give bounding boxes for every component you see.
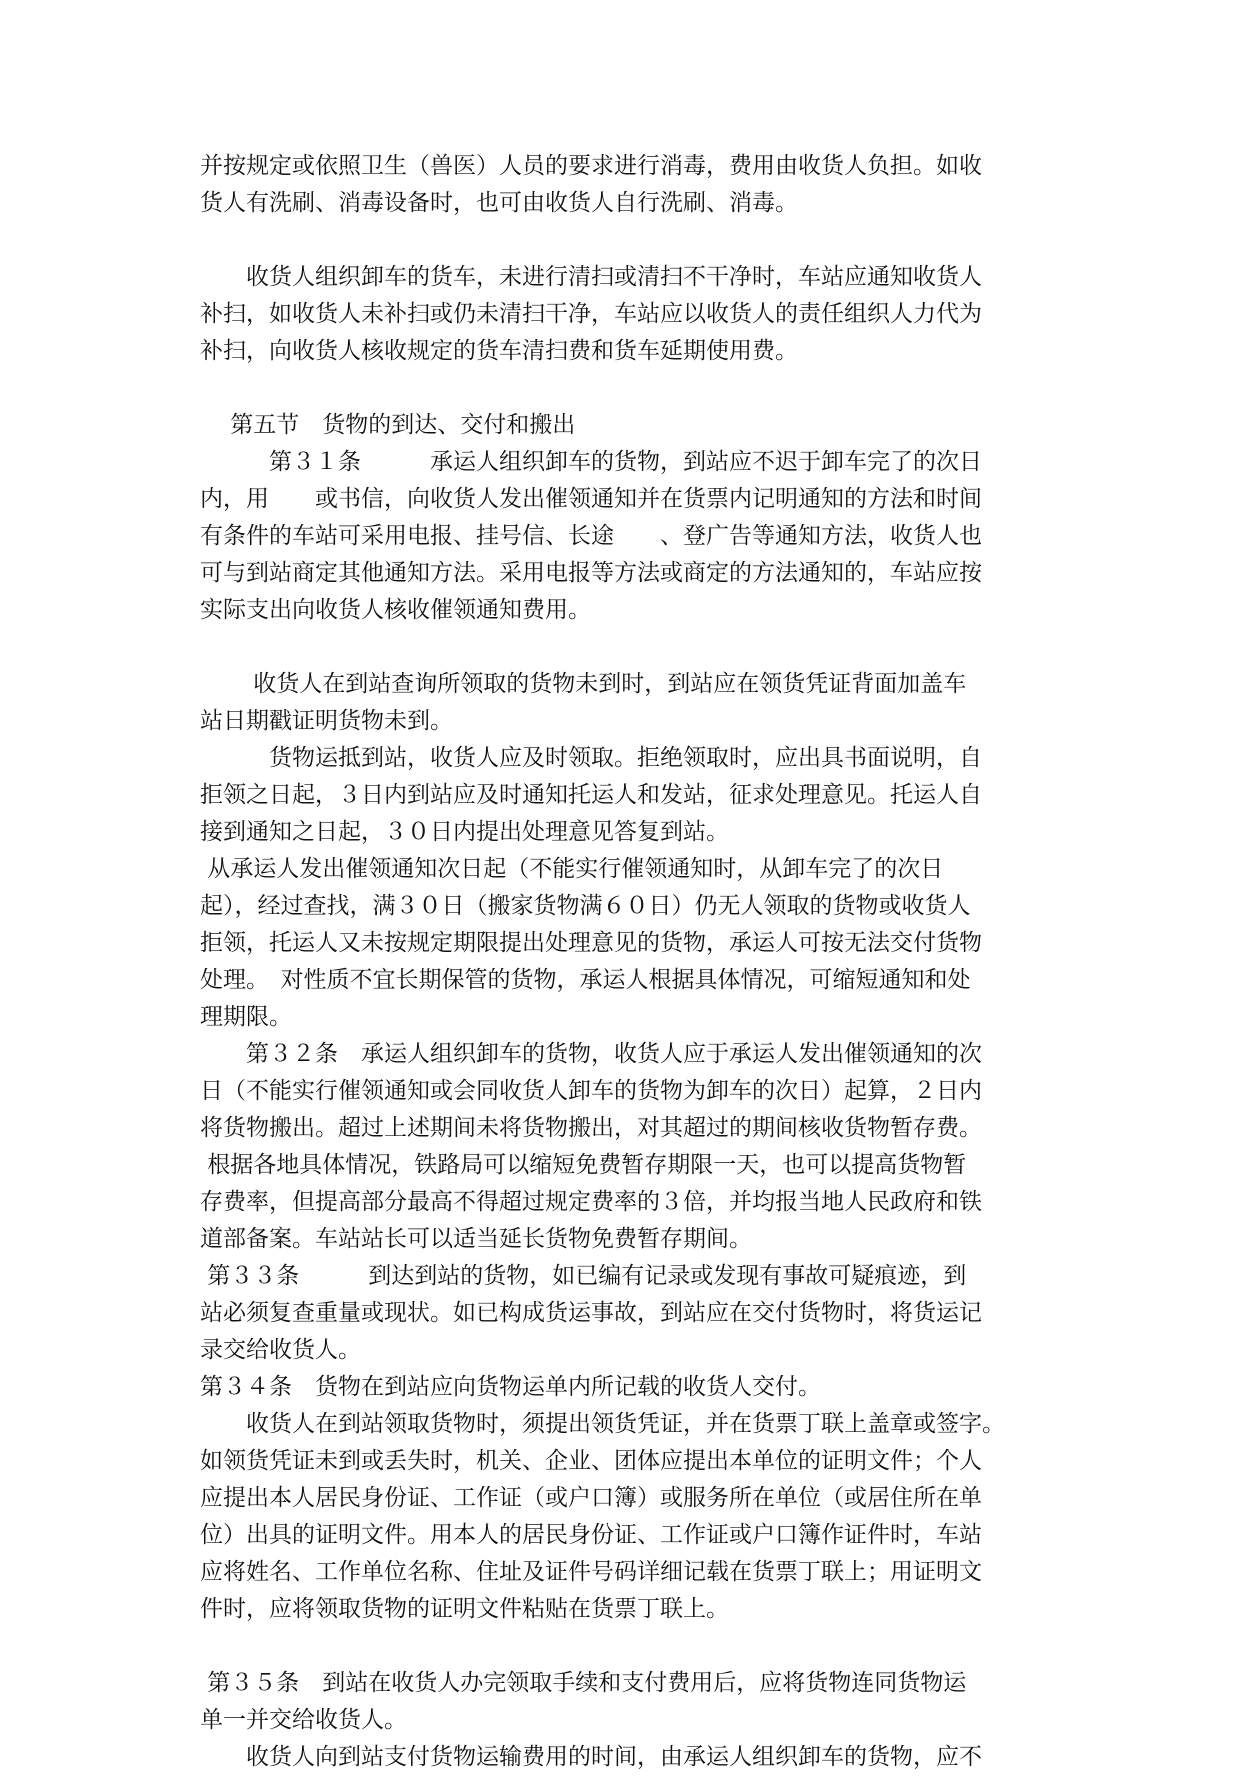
text-line: 货人有洗刷、消毒设备时，也可由收货人自行洗刷、消毒。	[200, 190, 798, 216]
text-line: 第３１条 承运人组织卸车的货物，到站应不迟于卸车完了的次日	[200, 449, 982, 475]
text-line: 将货物搬出。超过上述期间未将货物搬出，对其超过的期间核收货物暂存费。	[200, 1115, 982, 1141]
text-line: 从承运人发出催领通知次日起（不能实行催领通知时，从卸车完了的次日	[200, 856, 944, 882]
text-line: 补扫，向收货人核收规定的货车清扫费和货车延期使用费。	[200, 338, 798, 364]
text-line: 实际支出向收货人核收催领通知费用。	[200, 597, 591, 623]
text-line: 拒领，托运人又未按规定期限提出处理意见的货物，承运人可按无法交付货物	[200, 930, 982, 956]
text-line: 如领货凭证未到或丢失时，机关、企业、团体应提出本单位的证明文件；个人	[200, 1448, 982, 1474]
document-body	[200, 148, 1042, 1776]
text-line: 收货人组织卸车的货车，未进行清扫或清扫不干净时，车站应通知收货人	[200, 264, 982, 290]
text-line: 起），经过查找，满３０日（搬家货物满６０日）仍无人领取的货物或收货人	[200, 893, 971, 919]
text-line: 应将姓名、工作单位名称、住址及证件号码详细记载在货票丁联上；用证明文	[200, 1559, 982, 1585]
text-line: 单一并交给收货人。	[200, 1707, 407, 1733]
text-line: 货物运抵到站，收货人应及时领取。拒绝领取时，应出具书面说明，自	[200, 745, 982, 771]
text-line: 录交给收货人。	[200, 1337, 361, 1363]
text-line: 拒领之日起，３日内到站应及时通知托运人和发站，征求处理意见。托运人自	[200, 782, 982, 808]
paragraph-gap	[200, 629, 1042, 666]
text-line: 收货人在到站查询所领取的货物未到时，到站应在领货凭证背面加盖车	[200, 671, 967, 697]
text-line: 第３５条 到站在收货人办完领取手续和支付费用后，应将货物连同货物运	[200, 1670, 967, 1696]
text-line: 站日期戳证明货物未到。	[200, 708, 453, 734]
text-line: 可与到站商定其他通知方法。采用电报等方法或商定的方法通知的，车站应按	[200, 560, 982, 586]
text-line: 收货人向到站支付货物运输费用的时间，由承运人组织卸车的货物，应不	[200, 1744, 982, 1770]
text-line: 位）出具的证明文件。用本人的居民身份证、工作证或户口簿作证件时，车站	[200, 1522, 982, 1548]
text-line: 理期限。	[200, 1004, 292, 1030]
text-line: 收货人在到站领取货物时，须提出领货凭证，并在货票丁联上盖章或签字。	[200, 1411, 1005, 1437]
text-line: 存费率，但提高部分最高不得超过规定费率的３倍，并均报当地人民政府和铁	[200, 1189, 982, 1215]
text-line: 并按规定或依照卫生（兽医）人员的要求进行消毒，费用由收货人负担。如收	[200, 153, 982, 179]
text-line: 内，用 或书信，向收货人发出催领通知并在货票内记明通知的方法和时间	[200, 486, 982, 512]
text-line: 接到通知之日起，３０日内提出处理意见答复到站。	[200, 819, 729, 845]
text-line: 有条件的车站可采用电报、挂号信、长途 、登广告等通知方法，收货人也	[200, 523, 982, 549]
paragraph-gap	[200, 370, 1042, 407]
text-line: 处理。 对性质不宜长期保管的货物，承运人根据具体情况，可缩短通知和处	[200, 967, 971, 993]
text-line: 件时，应将领取货物的证明文件粘贴在货票丁联上。	[200, 1596, 729, 1622]
paragraph-gap	[200, 222, 1042, 259]
text-line: 补扫，如收货人未补扫或仍未清扫干净，车站应以收货人的责任组织人力代为	[200, 301, 982, 327]
document-page	[200, 148, 1042, 1776]
text-line: 道部备案。车站站长可以适当延长货物免费暂存期间。	[200, 1226, 752, 1252]
text-line: 应提出本人居民身份证、工作证（或户口簿）或服务所在单位（或居住所在单	[200, 1485, 982, 1511]
text-line: 第３２条 承运人组织卸车的货物，收货人应于承运人发出催领通知的次	[200, 1041, 982, 1067]
text-line: 日（不能实行催领通知或会同收货人卸车的货物为卸车的次日）起算，２日内	[200, 1078, 982, 1104]
text-line: 站必须复查重量或现状。如已构成货运事故，到站应在交付货物时，将货运记	[200, 1300, 982, 1326]
text-line: 第３４条 货物在到站应向货物运单内所记载的收货人交付。	[200, 1374, 821, 1400]
text-line: 第３３条 到达到站的货物，如已编有记录或发现有事故可疑痕迹，到	[200, 1263, 967, 1289]
text-line: 根据各地具体情况，铁路局可以缩短免费暂存期限一天，也可以提高货物暂	[200, 1152, 967, 1178]
text-line: 第五节 货物的到达、交付和搬出	[200, 412, 576, 438]
paragraph-gap	[200, 1628, 1042, 1665]
